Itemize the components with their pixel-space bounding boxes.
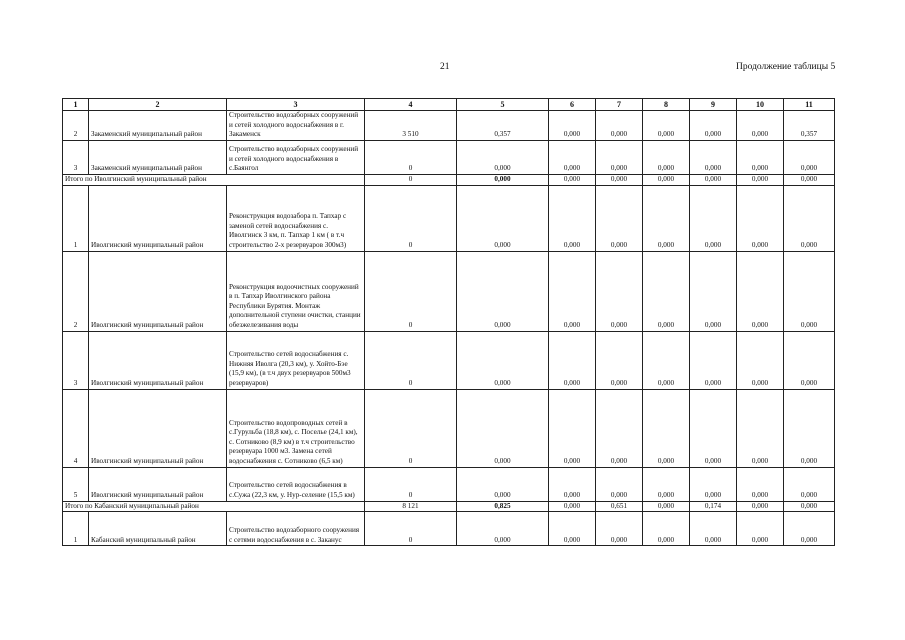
table-continuation-label: Продолжение таблицы 5	[736, 62, 836, 72]
column-header: 4	[365, 99, 457, 111]
value-cell: 0,000	[737, 111, 784, 141]
value-cell: 0,000	[643, 111, 690, 141]
value-cell: 0,000	[549, 512, 596, 546]
value-cell: 0,000	[690, 512, 737, 546]
column-header: 11	[784, 99, 835, 111]
value-cell: 0,000	[784, 331, 835, 389]
table-row	[63, 331, 835, 389]
project-cell: Строительство сетей водоснабжения в с.Сужа (22,3 км, у. Нур-селение (15,5 км)	[227, 467, 365, 501]
district-cell: Иволгинский муниципальный район	[89, 467, 227, 501]
value-cell: 0,000	[457, 251, 549, 331]
column-header: 10	[737, 99, 784, 111]
value-cell: 0,000	[737, 467, 784, 501]
district-cell: Закаменский муниципальный район	[89, 141, 227, 175]
table-row	[63, 251, 835, 331]
column-header: 2	[89, 99, 227, 111]
total-row	[63, 175, 835, 186]
value-cell: 0,000	[784, 501, 835, 512]
value-cell: 0,000	[784, 389, 835, 467]
value-cell: 0,000	[737, 175, 784, 186]
value-cell: 0,000	[643, 175, 690, 186]
value-cell: 0,000	[549, 175, 596, 186]
value-cell: 0,000	[457, 175, 549, 186]
value-cell: 0,174	[690, 501, 737, 512]
total-label: Итого по Кабанский муниципальный район	[63, 501, 365, 512]
value-cell: 0,000	[643, 141, 690, 175]
value-cell: 0,825	[457, 501, 549, 512]
value-cell: 0,000	[784, 251, 835, 331]
value-cell: 0,357	[784, 111, 835, 141]
column-header: 5	[457, 99, 549, 111]
value-cell: 0,651	[596, 501, 643, 512]
value-cell: 0,000	[596, 389, 643, 467]
total-label: Итого по Иволгинский муниципальный район	[63, 175, 365, 186]
value-cell: 0,000	[549, 389, 596, 467]
value-cell: 0,000	[737, 389, 784, 467]
project-cell: Строительство водозаборных сооружений и сетей холодного водоснабжения в г. Закаменск	[227, 111, 365, 141]
row-number-cell: 3	[63, 141, 89, 175]
value-cell: 0,000	[690, 389, 737, 467]
table-header-row	[63, 99, 835, 111]
value-cell: 0,000	[690, 175, 737, 186]
value-cell: 0,000	[784, 512, 835, 546]
value-cell: 0,000	[596, 141, 643, 175]
value-cell: 0	[365, 251, 457, 331]
row-number-cell: 2	[63, 111, 89, 141]
value-cell: 0,000	[784, 141, 835, 175]
value-cell: 0,000	[457, 141, 549, 175]
value-cell: 0,000	[737, 501, 784, 512]
table-row	[63, 111, 835, 141]
row-number-cell: 5	[63, 467, 89, 501]
value-cell: 0,000	[549, 141, 596, 175]
value-cell: 0	[365, 467, 457, 501]
district-cell: Закаменский муниципальный район	[89, 111, 227, 141]
value-cell: 0,000	[690, 111, 737, 141]
table-row	[63, 512, 835, 546]
page-number: 21	[440, 62, 450, 72]
value-cell: 0,000	[737, 251, 784, 331]
value-cell: 0	[365, 175, 457, 186]
value-cell: 0,357	[457, 111, 549, 141]
district-cell: Иволгинский муниципальный район	[89, 331, 227, 389]
value-cell: 0,000	[643, 501, 690, 512]
value-cell: 0,000	[549, 467, 596, 501]
value-cell: 8 121	[365, 501, 457, 512]
value-cell: 0,000	[596, 331, 643, 389]
value-cell: 0	[365, 512, 457, 546]
row-number-cell: 3	[63, 331, 89, 389]
value-cell: 0,000	[457, 185, 549, 251]
table-row	[63, 185, 835, 251]
district-cell: Иволгинский муниципальный район	[89, 251, 227, 331]
value-cell: 0,000	[457, 389, 549, 467]
value-cell: 0	[365, 141, 457, 175]
district-cell: Иволгинский муниципальный район	[89, 185, 227, 251]
column-header: 6	[549, 99, 596, 111]
value-cell: 0,000	[690, 141, 737, 175]
value-cell: 0,000	[457, 467, 549, 501]
value-cell: 0,000	[549, 331, 596, 389]
value-cell: 0,000	[596, 111, 643, 141]
value-cell: 0,000	[549, 251, 596, 331]
value-cell: 0,000	[596, 185, 643, 251]
value-cell: 0,000	[784, 175, 835, 186]
value-cell: 0,000	[596, 251, 643, 331]
district-cell: Кабанский муниципальный район	[89, 512, 227, 546]
value-cell: 0,000	[643, 389, 690, 467]
value-cell: 0,000	[784, 467, 835, 501]
value-cell: 0,000	[596, 512, 643, 546]
value-cell: 0,000	[690, 331, 737, 389]
table-row	[63, 467, 835, 501]
table-row	[63, 389, 835, 467]
value-cell: 0,000	[643, 251, 690, 331]
project-cell: Реконструкция водоочистных сооружений в п. Тапхар Иволгинского района Республики Бурятия. Монтаж дополнительной ступени очистки, станции обезжелезивания воды	[227, 251, 365, 331]
value-cell: 3 510	[365, 111, 457, 141]
project-cell: Строительство водопроводных сетей в с.Гурульба (18,8 км), с. Поселье (24,1 км), с. Сотниково (8,9 км) в т.ч строительство резервуара 1000 м3. Замена сетей водоснабжения с. Сотниково (6,5 км)	[227, 389, 365, 467]
district-cell: Иволгинский муниципальный район	[89, 389, 227, 467]
total-row	[63, 501, 835, 512]
value-cell: 0,000	[690, 185, 737, 251]
value-cell: 0,000	[549, 111, 596, 141]
value-cell: 0	[365, 389, 457, 467]
value-cell: 0	[365, 185, 457, 251]
value-cell: 0	[365, 331, 457, 389]
value-cell: 0,000	[643, 512, 690, 546]
column-header: 7	[596, 99, 643, 111]
value-cell: 0,000	[549, 185, 596, 251]
row-number-cell: 1	[63, 512, 89, 546]
value-cell: 0,000	[737, 185, 784, 251]
value-cell: 0,000	[690, 467, 737, 501]
data-table	[62, 98, 835, 546]
column-header: 1	[63, 99, 89, 111]
column-header: 3	[227, 99, 365, 111]
value-cell: 0,000	[596, 175, 643, 186]
row-number-cell: 2	[63, 251, 89, 331]
project-cell: Реконструкция водозабора п. Тапхар с заменой сетей водоснабжения с. Иволгинск 3 км, п. Тапхар 1 км ( в т.ч строительство 2-х резервуаров 300м3)	[227, 185, 365, 251]
column-header: 8	[643, 99, 690, 111]
value-cell: 0,000	[737, 331, 784, 389]
row-number-cell: 4	[63, 389, 89, 467]
value-cell: 0,000	[596, 467, 643, 501]
project-cell: Строительство водозаборного сооружения с сетями водоснабжения в с. Заканус	[227, 512, 365, 546]
value-cell: 0,000	[737, 141, 784, 175]
table-row	[63, 141, 835, 175]
value-cell: 0,000	[643, 185, 690, 251]
value-cell: 0,000	[737, 512, 784, 546]
value-cell: 0,000	[457, 331, 549, 389]
project-cell: Строительство сетей водоснабжения с. Нижняя Иволга (20,3 км), у. Хойто-Бэе (15,9 км), (в т.ч двух резервуаров 500м3 резервуаров)	[227, 331, 365, 389]
value-cell: 0,000	[643, 467, 690, 501]
project-cell: Строительство водозаборных сооружений и сетей холодного водоснабжения в с.Баянгол	[227, 141, 365, 175]
value-cell: 0,000	[690, 251, 737, 331]
value-cell: 0,000	[784, 185, 835, 251]
value-cell: 0,000	[643, 331, 690, 389]
column-header: 9	[690, 99, 737, 111]
value-cell: 0,000	[457, 512, 549, 546]
value-cell: 0,000	[549, 501, 596, 512]
row-number-cell: 1	[63, 185, 89, 251]
